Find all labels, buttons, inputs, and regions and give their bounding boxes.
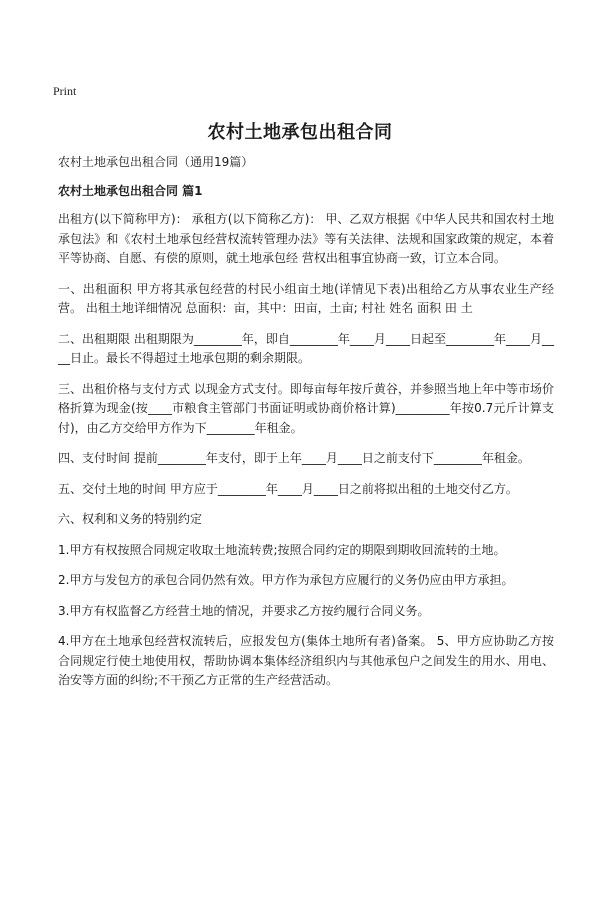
paragraph-delivery-time: 五、交付土地的时间 甲方应于________年____月____日之前将拟出租的土地交付乙方。 bbox=[58, 481, 518, 496]
paragraph-rental-area: 一、出租面积 甲方将其承包经营的村民小组亩土地(详情见下表)出租给乙方从事农业生产经营。 出租土地详细情况 总面积：亩，其中：田亩，土亩; 村社 姓名 面积 田 土 bbox=[58, 281, 554, 315]
paragraph-parties: 出租方(以下简称甲方)： 承租方(以下简称乙方)： 甲、乙双方根据《中华人民共和国农村土地承包法》和《农村土地承包经营权流转管理办法》等有关法律、法规和国家政策的规定，本着平等协商、自愿、有偿的原则，就土地承包经 营权出租事宜协商一致，订立本合同。 bbox=[58, 212, 554, 265]
paragraph-clause-4-5: 4.甲方在土地承包经营权流转后，应报发包方(集体土地所有者)备案。 5、甲方应协助乙方按合同规定行使土地使用权，帮助协调本集体经济组织内与其他承包户之间发生的用水、用电、治安等方面的纠纷;不干预乙方正常的生产经营活动。 bbox=[58, 634, 554, 687]
paragraph-payment-time: 四、支付时间 提前________年支付，即于上年____月____日之前支付下________年租金。 bbox=[58, 451, 530, 465]
document-body bbox=[58, 153, 554, 702]
paragraph-price-payment: 三、出租价格与支付方式 以现金方式支付。即每亩每年按斤黄谷，并参照当地上年中等市场价格折算为现金(按____市粮食主管部门书面证明或协商价格计算)_________年按0.7元斤计算支付)，由乙方交给甲方作为下________年租金。 bbox=[58, 381, 554, 435]
paragraph-clause-2: 2.甲方与发包方的承包合同仍然有效。甲方作为承包方应履行的义务仍应由甲方承担。 bbox=[58, 573, 514, 587]
print-label: Print bbox=[53, 84, 77, 98]
document-subtitle: 农村土地承包出租合同（通用19篇） bbox=[58, 155, 254, 169]
section-heading: 农村土地承包出租合同 篇1 bbox=[58, 183, 203, 198]
paragraph-rental-term: 二、出租期限 出租期限为________年，即自________年____月____日起至________年____月____日止。最长不得超过土地承包期的剩余期限。 bbox=[58, 331, 554, 365]
paragraph-clause-1: 1.甲方有权按照合同规定收取土地流转费;按照合同约定的期限到期收回流转的土地。 bbox=[58, 542, 506, 557]
paragraph-rights-heading: 六、权利和义务的特别约定 bbox=[58, 512, 203, 526]
document-title: 农村土地承包出租合同 bbox=[207, 122, 393, 143]
paragraph-clause-3: 3.甲方有权监督乙方经营土地的情况，并要求乙方按约履行合同义务。 bbox=[58, 603, 430, 618]
